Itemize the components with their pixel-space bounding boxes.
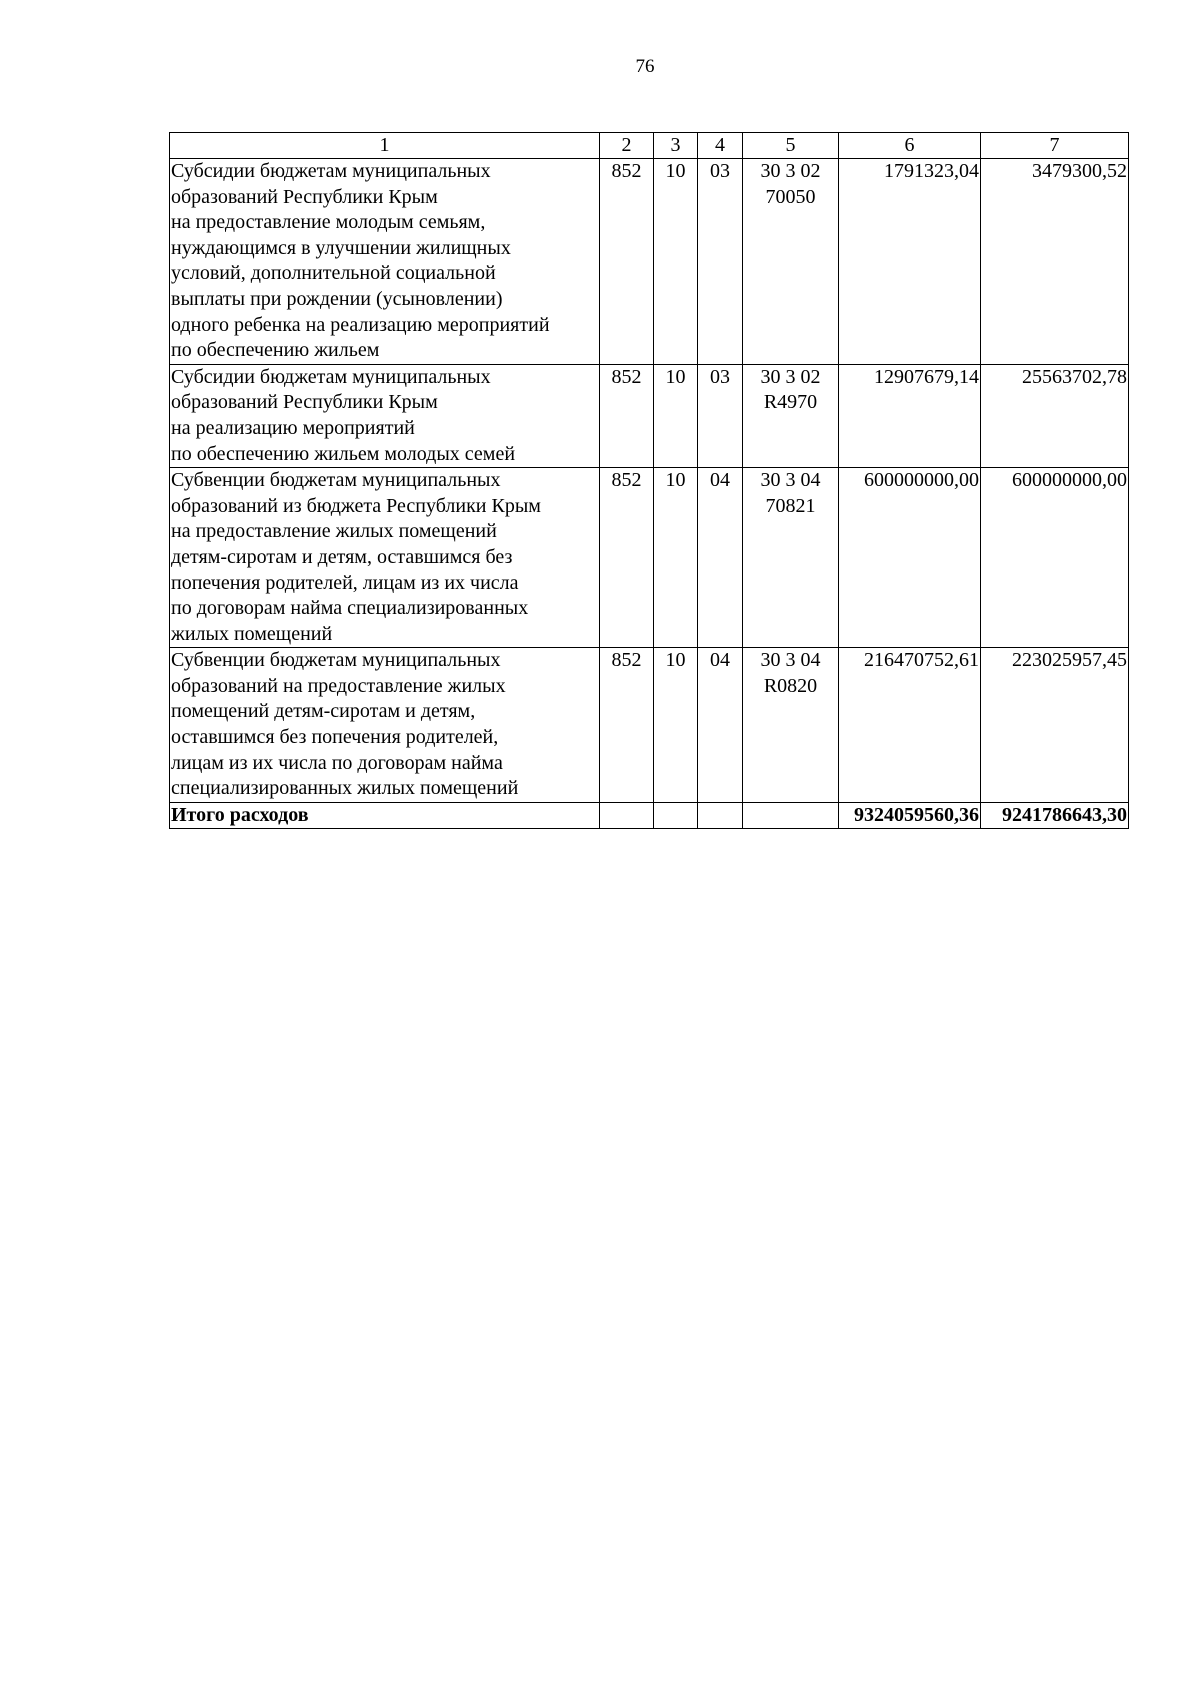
table-row (170, 468, 1129, 648)
row-section-code: 10 (654, 159, 698, 365)
total-row (170, 802, 1129, 829)
page-number: 76 (635, 56, 655, 77)
row-sum-column-6: 1791323,04 (839, 159, 981, 365)
empty-cell (743, 802, 839, 829)
column-header: 4 (698, 133, 743, 159)
total-sum-column-7: 9241786643,30 (981, 802, 1129, 829)
row-subsection-code: 03 (698, 364, 743, 467)
budget-expenses-table (169, 132, 1129, 829)
row-sum-column-7: 600000000,00 (981, 468, 1129, 648)
row-subsection-code: 04 (698, 468, 743, 648)
column-header: 5 (743, 133, 839, 159)
table-header-row (170, 133, 1129, 159)
row-grbs-code: 852 (600, 648, 654, 803)
table-row (170, 159, 1129, 365)
column-header: 3 (654, 133, 698, 159)
total-label: Итого расходов (170, 802, 600, 829)
row-subsection-code: 04 (698, 648, 743, 803)
empty-cell (600, 802, 654, 829)
column-header: 6 (839, 133, 981, 159)
table-row (170, 648, 1129, 803)
row-description: Субсидии бюджетам муниципальных образований Республики Крым на реализацию мероприятий по обеспечению жильем молодых семей (170, 364, 600, 467)
row-subsection-code: 03 (698, 159, 743, 365)
column-header: 1 (170, 133, 600, 159)
row-grbs-code: 852 (600, 159, 654, 365)
row-target-article-code: 30 3 04 70821 (743, 468, 839, 648)
row-target-article-code: 30 3 02 70050 (743, 159, 839, 365)
row-section-code: 10 (654, 468, 698, 648)
row-sum-column-7: 25563702,78 (981, 364, 1129, 467)
empty-cell (698, 802, 743, 829)
column-header: 2 (600, 133, 654, 159)
row-sum-column-6: 600000000,00 (839, 468, 981, 648)
row-description: Субвенции бюджетам муниципальных образований из бюджета Республики Крым на предоставление жилых помещений детям-сиротам и детям, оставшимся без попечения родителей, лицам из их числа по договорам найма специализированных жилых помещений (170, 468, 600, 648)
empty-cell (654, 802, 698, 829)
row-sum-column-7: 223025957,45 (981, 648, 1129, 803)
row-section-code: 10 (654, 648, 698, 803)
total-sum-column-6: 9324059560,36 (839, 802, 981, 829)
row-description: Субсидии бюджетам муниципальных образований Республики Крым на предоставление молодым семьям, нуждающимся в улучшении жилищных условий, дополнительной социальной выплаты при рождении (усыновлении) одного ребенка на реализацию мероприятий по обеспечению жильем (170, 159, 600, 365)
table-row (170, 364, 1129, 467)
column-header: 7 (981, 133, 1129, 159)
row-target-article-code: 30 3 02 R4970 (743, 364, 839, 467)
row-grbs-code: 852 (600, 364, 654, 467)
row-sum-column-7: 3479300,52 (981, 159, 1129, 365)
row-description: Субвенции бюджетам муниципальных образований на предоставление жилых помещений детям-сиротам и детям, оставшимся без попечения родителей, лицам из их числа по договорам найма специализированных жилых помещений (170, 648, 600, 803)
row-section-code: 10 (654, 364, 698, 467)
row-sum-column-6: 12907679,14 (839, 364, 981, 467)
row-grbs-code: 852 (600, 468, 654, 648)
row-target-article-code: 30 3 04 R0820 (743, 648, 839, 803)
row-sum-column-6: 216470752,61 (839, 648, 981, 803)
